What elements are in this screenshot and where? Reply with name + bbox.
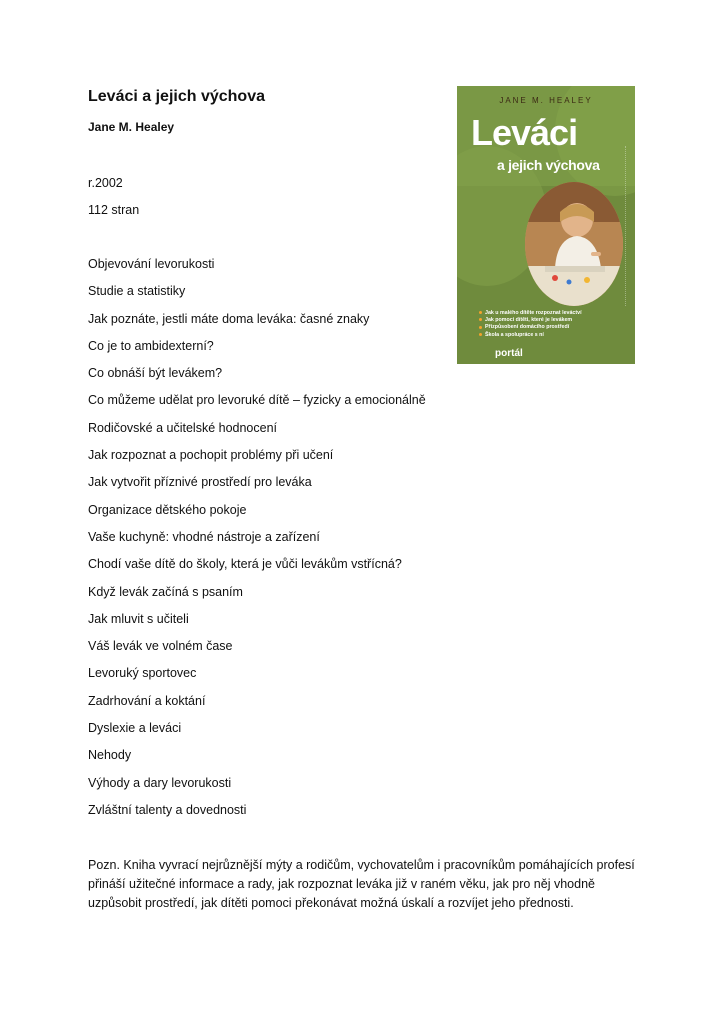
toc-item: Zvláštní talenty a dovednosti — [88, 802, 247, 817]
cover-bullet-list — [479, 310, 582, 339]
publisher-logo: portál — [495, 348, 523, 359]
toc-item: Když levák začíná s psaním — [88, 584, 243, 599]
cover-spine-text — [625, 146, 632, 306]
toc-item: Výhody a dary levorukosti — [88, 775, 232, 790]
toc-item: Co obnáší být levákem? — [88, 366, 223, 381]
cover-title: Leváci — [471, 112, 578, 153]
toc-item: Jak mluvit s učiteli — [88, 611, 189, 626]
child-photo-illustration — [525, 182, 623, 306]
toc-item: Vaše kuchyně: vhodné nástroje a zařízení — [88, 529, 320, 544]
child-drawing-photo — [525, 182, 623, 306]
cover-bullet: Jak pomoci dítěti, které je levákem — [479, 317, 582, 324]
toc-item: Zadrhování a koktání — [88, 693, 206, 708]
note-paragraph: Pozn. Kniha vyvrací nejrůznější mýty a rodičům, vychovatelům i pracovníkům pomáhajících profesí přináší užitečné informace a rady, jak rozpoznat leváka již v raném věku, jak pro něj vhodně uzpůsobit prostředí, jak dítěti pomoci překonávat možná úskalí a rozvíjet jeho přednosti. — [88, 858, 635, 910]
toc-item: Co můžeme udělat pro levoruké dítě – fyzicky a emocionálně — [88, 393, 426, 408]
page-title: Leváci a jejich výchova — [88, 88, 265, 105]
table-of-contents — [88, 256, 426, 829]
toc-item: Nehody — [88, 748, 132, 763]
book-cover — [457, 86, 635, 364]
page-count: 112 stran — [88, 203, 140, 217]
toc-item: Chodí vaše dítě do školy, která je vůči levákům vstřícná? — [88, 557, 402, 572]
cover-bullet: Škola a spolupráce s ní — [479, 332, 582, 339]
author-name: Jane M. Healey — [88, 120, 175, 134]
toc-item: Váš levák ve volném čase — [88, 639, 233, 654]
toc-item: Studie a statistiky — [88, 284, 186, 299]
toc-item: Levoruký sportovec — [88, 666, 197, 681]
toc-item: Rodičovské a učitelské hodnocení — [88, 420, 278, 435]
cover-bullet: Přizpůsobení domácího prostředí — [479, 324, 582, 331]
toc-item: Objevování levorukosti — [88, 257, 215, 271]
toc-item: Co je to ambidexterní? — [88, 338, 214, 353]
cover-author: JANE M. HEALEY — [499, 96, 593, 105]
toc-item: Organizace dětského pokoje — [88, 502, 247, 517]
toc-item: Jak poznáte, jestli máte doma leváka: časné znaky — [88, 311, 370, 326]
cover-bullet: Jak u malého dítěte rozpoznat leváctví — [479, 310, 582, 317]
publication-year: r.2002 — [88, 176, 123, 190]
cover-subtitle: a jejich výchova — [497, 157, 600, 173]
toc-item: Dyslexie a leváci — [88, 721, 182, 736]
toc-item: Jak vytvořit příznivé prostředí pro leváka — [88, 475, 312, 490]
toc-item: Jak rozpoznat a pochopit problémy při učení — [88, 448, 334, 463]
